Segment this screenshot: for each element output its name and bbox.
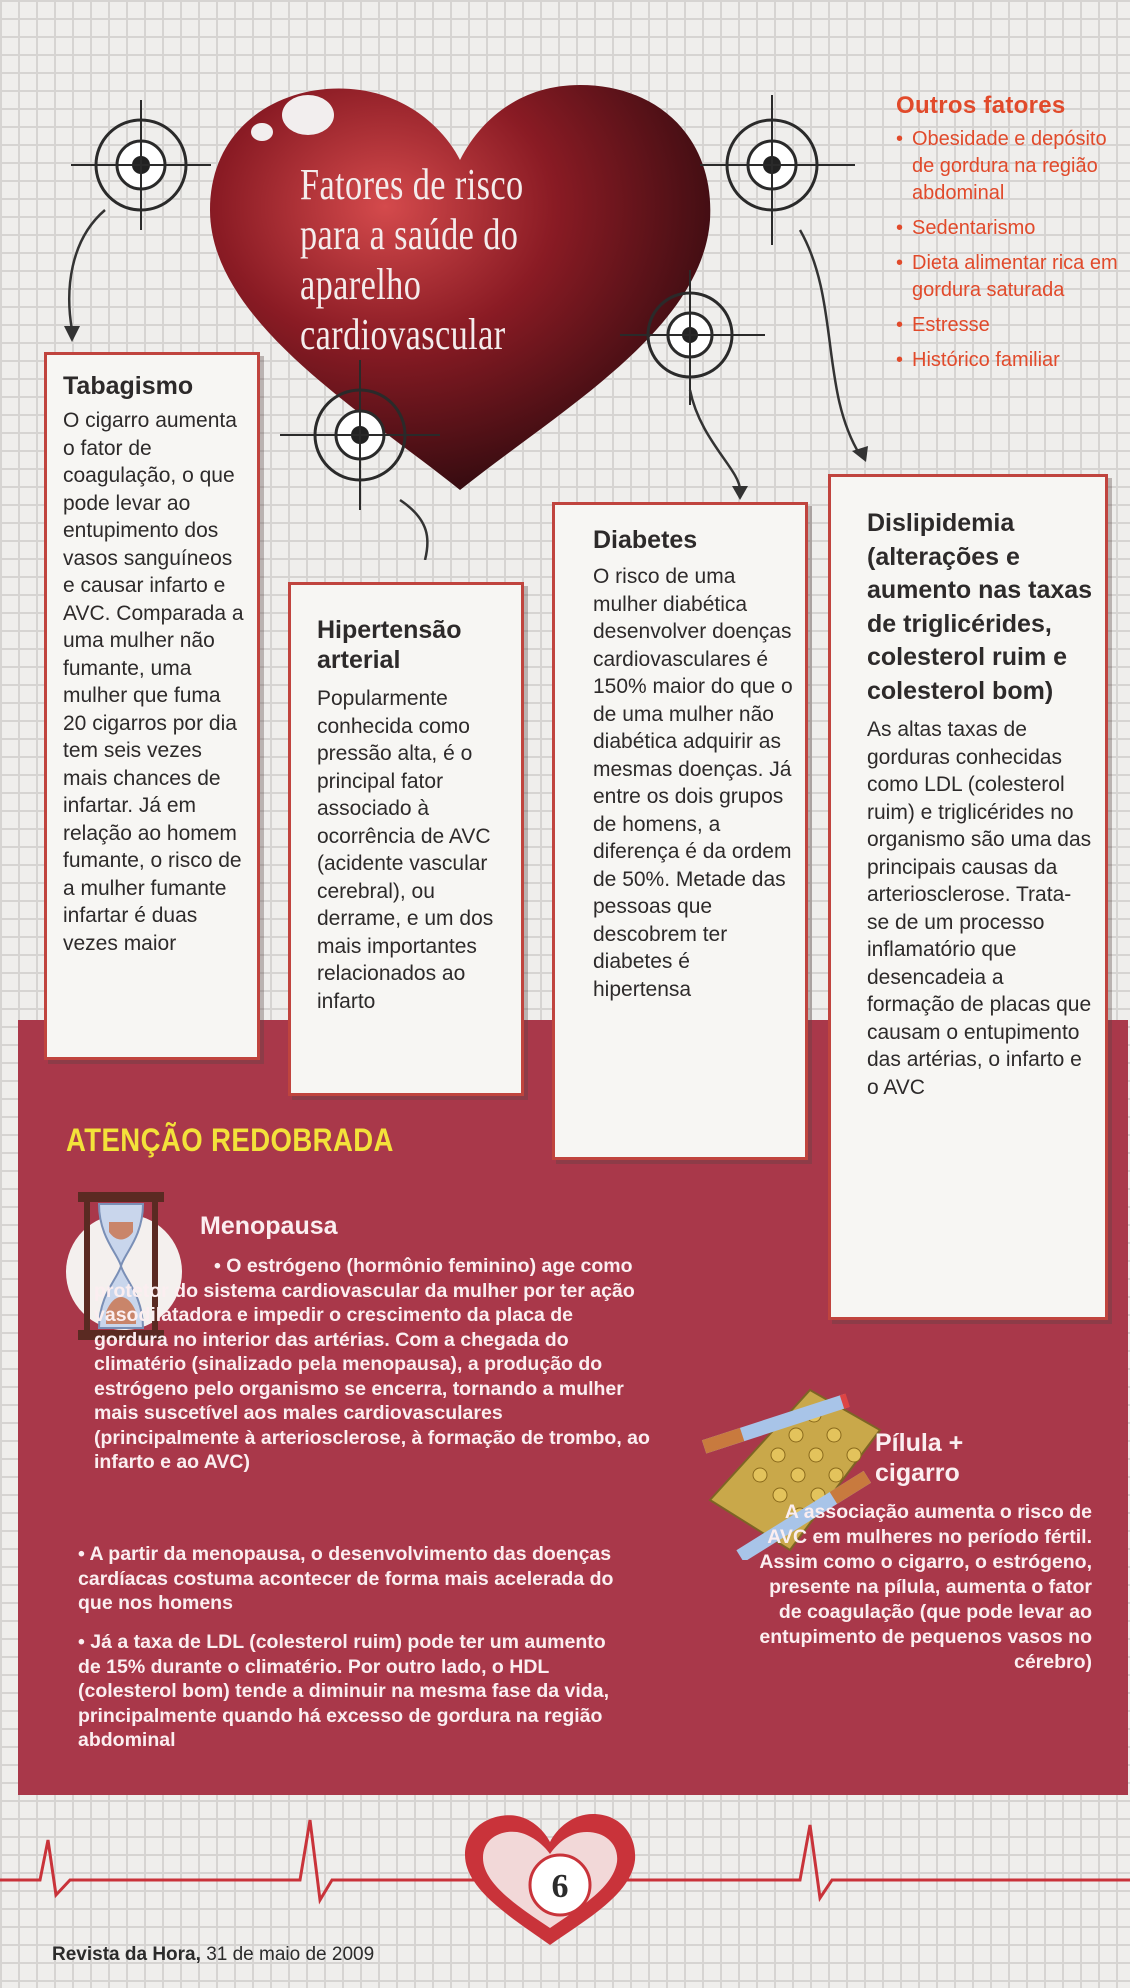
other-factors: [896, 92, 1121, 382]
tabagismo-box: [44, 352, 260, 1060]
menopausa-paragraph: • A partir da menopausa, o desenvolvimento das doenças cardíacas costuma acontecer de forma mais acelerada do que nos homens: [78, 1543, 614, 1614]
dislipidemia-heading: Dislipidemia (alterações e aumento nas taxas de triglicérides, colesterol ruim e colesterol bom): [867, 509, 1093, 705]
list-item: • Obesidade e depósito de gordura na região abdominal: [896, 126, 1121, 207]
menopausa-title: Menopausa: [200, 1212, 338, 1240]
pilula-text: A associação aumenta o risco de AVC em mulheres no período fértil. Assim como o cigarro, o estrógeno, presente na pílula, aumenta o fator de coagulação (que pode levar ao entupimento de pequenos vasos no cérebro): [759, 1501, 1092, 1673]
page-title: Fatores de risco para a saúde do aparelho cardiovascular: [300, 160, 524, 359]
tabagismo-text: O cigarro aumenta o fator de coagulação, o que pode levar ao entupimento dos vasos sanguíneos e causar infarto e AVC. Comparada a uma mulher não fumante, uma mulher que fuma 20 cigarros por dia tem seis vezes mais chances de infartar. Já em relação ao homem fumante, o risco de a mulher fumante infartar é duas vezes maior: [63, 409, 244, 955]
diabetes-heading: Diabetes: [593, 526, 698, 554]
hipertensao-box: [288, 582, 524, 1096]
page-number: 6: [551, 1868, 569, 1905]
attention-heading: ATENÇÃO REDOBRADA: [66, 1122, 394, 1158]
tabagismo-heading: Tabagismo: [63, 372, 194, 400]
list-item: • Estresse: [896, 312, 1121, 339]
magazine-name: Revista da Hora,: [52, 1944, 201, 1965]
hipertensao-text: Popularmente conhecida como pressão alta, é o principal fator associado à ocorrência de AVC (acidente vascular cerebral), ou derrame, e um dos mais importantes relacionados ao infarto: [317, 687, 494, 1013]
menopausa-paragraph: • Já a taxa de LDL (colesterol ruim) pode ter um aumento de 15% durante o climatério. Por outro lado, o HDL (colesterol bom) tende a diminuir na mesma fase da vida, principalmente quando há excesso de gordura na região abdominal: [78, 1631, 609, 1751]
pilula-title: Pílula + cigarro: [875, 1429, 964, 1487]
diabetes-box: [552, 502, 808, 1160]
footer-credit: [52, 1944, 374, 1966]
diabetes-text: O risco de uma mulher diabética desenvolver doenças cardiovasculares é 150% maior do que o de uma mulher não diabética adquirir as mesmas doenças. Já entre os dois grupos de homens, a diferença é da ordem de 50%. Metade das pessoas que descobrem ter diabetes é hipertensa: [593, 565, 793, 1001]
list-item: • Sedentarismo: [896, 215, 1121, 242]
list-item: • Dieta alimentar rica em gordura saturada: [896, 250, 1121, 304]
dislipidemia-text: As altas taxas de gorduras conhecidas como LDL (colesterol ruim) e triglicérides no organismo são uma das principais causas da arteriosclerose. Trata-se de um processo inflamatório que desencadeia a formação de placas que causam o entupimento das artérias, o infarto e o AVC: [867, 718, 1092, 1099]
issue-date: 31 de maio de 2009: [206, 1944, 375, 1965]
list-item: • Histórico familiar: [896, 347, 1121, 374]
dislipidemia-box: [828, 474, 1108, 1320]
hipertensao-heading: Hipertensão arterial: [317, 616, 462, 674]
menopausa-paragraph: • O estrógeno (hormônio feminino) age como protetor do sistema cardiovascular da mulher por ter ação vasodilatadora e impedir o crescimento da placa de gordura no interior das artérias. Com a chegada do climatério (sinalizado pela menopausa), a produção do estrógeno pelo organismo se encerra, tornando a mulher mais suscetível aos males cardiovasculares (principalmente à arteriosclerose, à formação de trombo, ao infarto e ao AVC): [94, 1255, 650, 1473]
other-factors-heading: Outros fatores: [896, 92, 1066, 119]
